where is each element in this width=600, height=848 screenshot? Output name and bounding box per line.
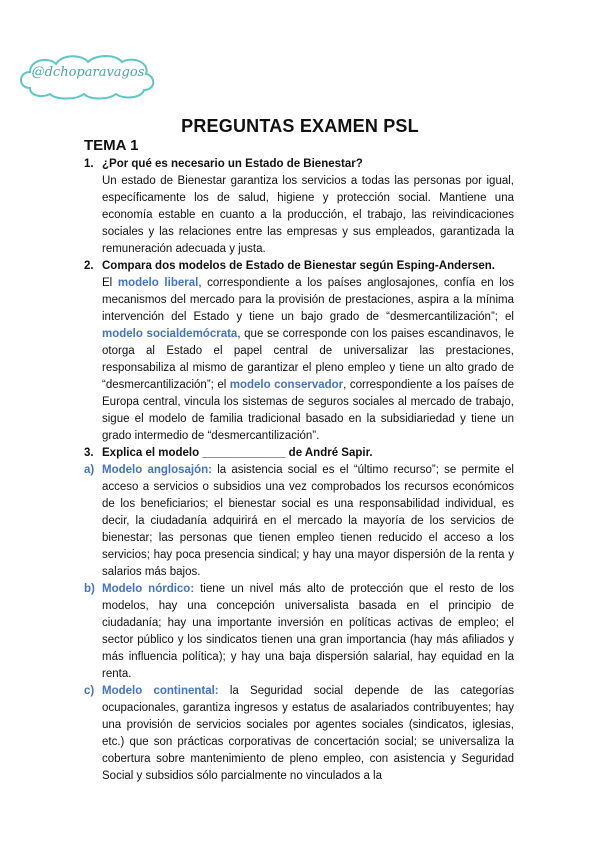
model-liberal-highlight: modelo liberal: [117, 277, 199, 289]
question-3: [84, 445, 514, 462]
question-number: 3.: [84, 447, 94, 459]
item-title: Modelo continental:: [102, 685, 219, 697]
section-title: TEMA 1: [84, 137, 139, 154]
answer-text: , correspondiente a los países anglosajones, confía en los mecanismos del mercado para la provisión de prestaciones, aspira a la mínima intervención del Estado y tiene un bajo grado de “desmercantilización”; el: [102, 277, 515, 323]
item-letter: a): [84, 464, 95, 476]
model-socialdemocrata-highlight: modelo socialdemócrata: [102, 328, 238, 340]
item-letter: c): [84, 685, 95, 697]
question-text: Explica el modelo _____________ de André Sapir.: [102, 447, 373, 459]
question-text: ¿Por qué es necesario un Estado de Bienestar?: [102, 158, 363, 170]
logo-text: @dchoparavagos: [31, 65, 145, 80]
answer-2: [102, 275, 514, 445]
list-item: [84, 581, 514, 683]
document-body: [84, 156, 514, 785]
list-item: [84, 683, 514, 785]
question-number: 2.: [84, 260, 94, 272]
answer-text: , correspondiente a los países de Europa central, vincula los sistemas de seguros sociales al mercado de trabajo, sigue el modelo de familia tradicional basado en la subsidiariedad y tiene un grado intermedio de “desmercantilización”.: [102, 379, 514, 442]
list-item: [84, 462, 514, 581]
item-text: la Seguridad social depende de las categorías ocupacionales, garantiza ingresos y estatus de asalariados contribuyentes; hay una provisión de servicios sociales por agentes sociales (sindicatos, iglesias, etc.) que son prácticas corporativas de concertación social; se universaliza la cobertura sobre mantenimiento de pleno empleo, con asistencia y Seguridad Social y subsidios sólo parcialmente no vinculados a la: [102, 685, 514, 782]
item-letter: b): [84, 583, 95, 595]
item-text: la asistencia social es el “último recurso”; se permite el acceso a servicios o subsidios una vez comprobados los recursos económicos de los beneficiarios; el bienestar social es una responsabilidad individual, es decir, la ciudadanía adquirirá en el mercado la mayoría de los servicios de bienestar; las personas que tienen empleo tienen reducido el acceso a los servicios; hay poca presencia sindical; y hay una mayor dispersión de la renta y salarios más bajos.: [102, 464, 514, 578]
question-text: Compara dos modelos de Estado de Bienestar según Esping-Andersen.: [102, 260, 495, 272]
model-conservador-highlight: modelo conservador: [229, 379, 344, 391]
page-title: PREGUNTAS EXAMEN PSL: [181, 116, 419, 136]
question-number: 1.: [84, 158, 94, 170]
item-text: tiene un nivel más alto de protección que el resto de los modelos, hay una concepción universalista basada en el principio de ciudadanía; hay una importante inversión en políticas activas de empleo; el sector público y los sindicatos tienen una gran importancia (hay más afiliados y más influencia política); y hay una baja dispersión salarial, hay equidad en la renta.: [102, 583, 514, 680]
item-title: Modelo anglosajón:: [102, 464, 212, 476]
logo: [16, 48, 158, 104]
question-2: [84, 258, 514, 275]
item-title: Modelo nórdico:: [102, 583, 195, 595]
question-1: [84, 156, 514, 173]
answer-text: El: [102, 277, 118, 289]
answer-text: , que se corresponde con los paises escandinavos, le otorga al Estado el papel central de universalizar las prestaciones, responsabiliza al mismo de garantizar el pleno empleo y tiene un alto grado de “desmercantilización”; el: [102, 328, 514, 391]
answer-1: Un estado de Bienestar garantiza los servicios a todas las personas por igual, específicamente los de salud, higiene y protección social. Mantiene una economía estable en cuanto a la producción, el trabajo, las reivindicaciones sociales y las relaciones entre las empresas y sus empleados, garantizada la remuneración adecuada y justa.: [102, 175, 514, 255]
